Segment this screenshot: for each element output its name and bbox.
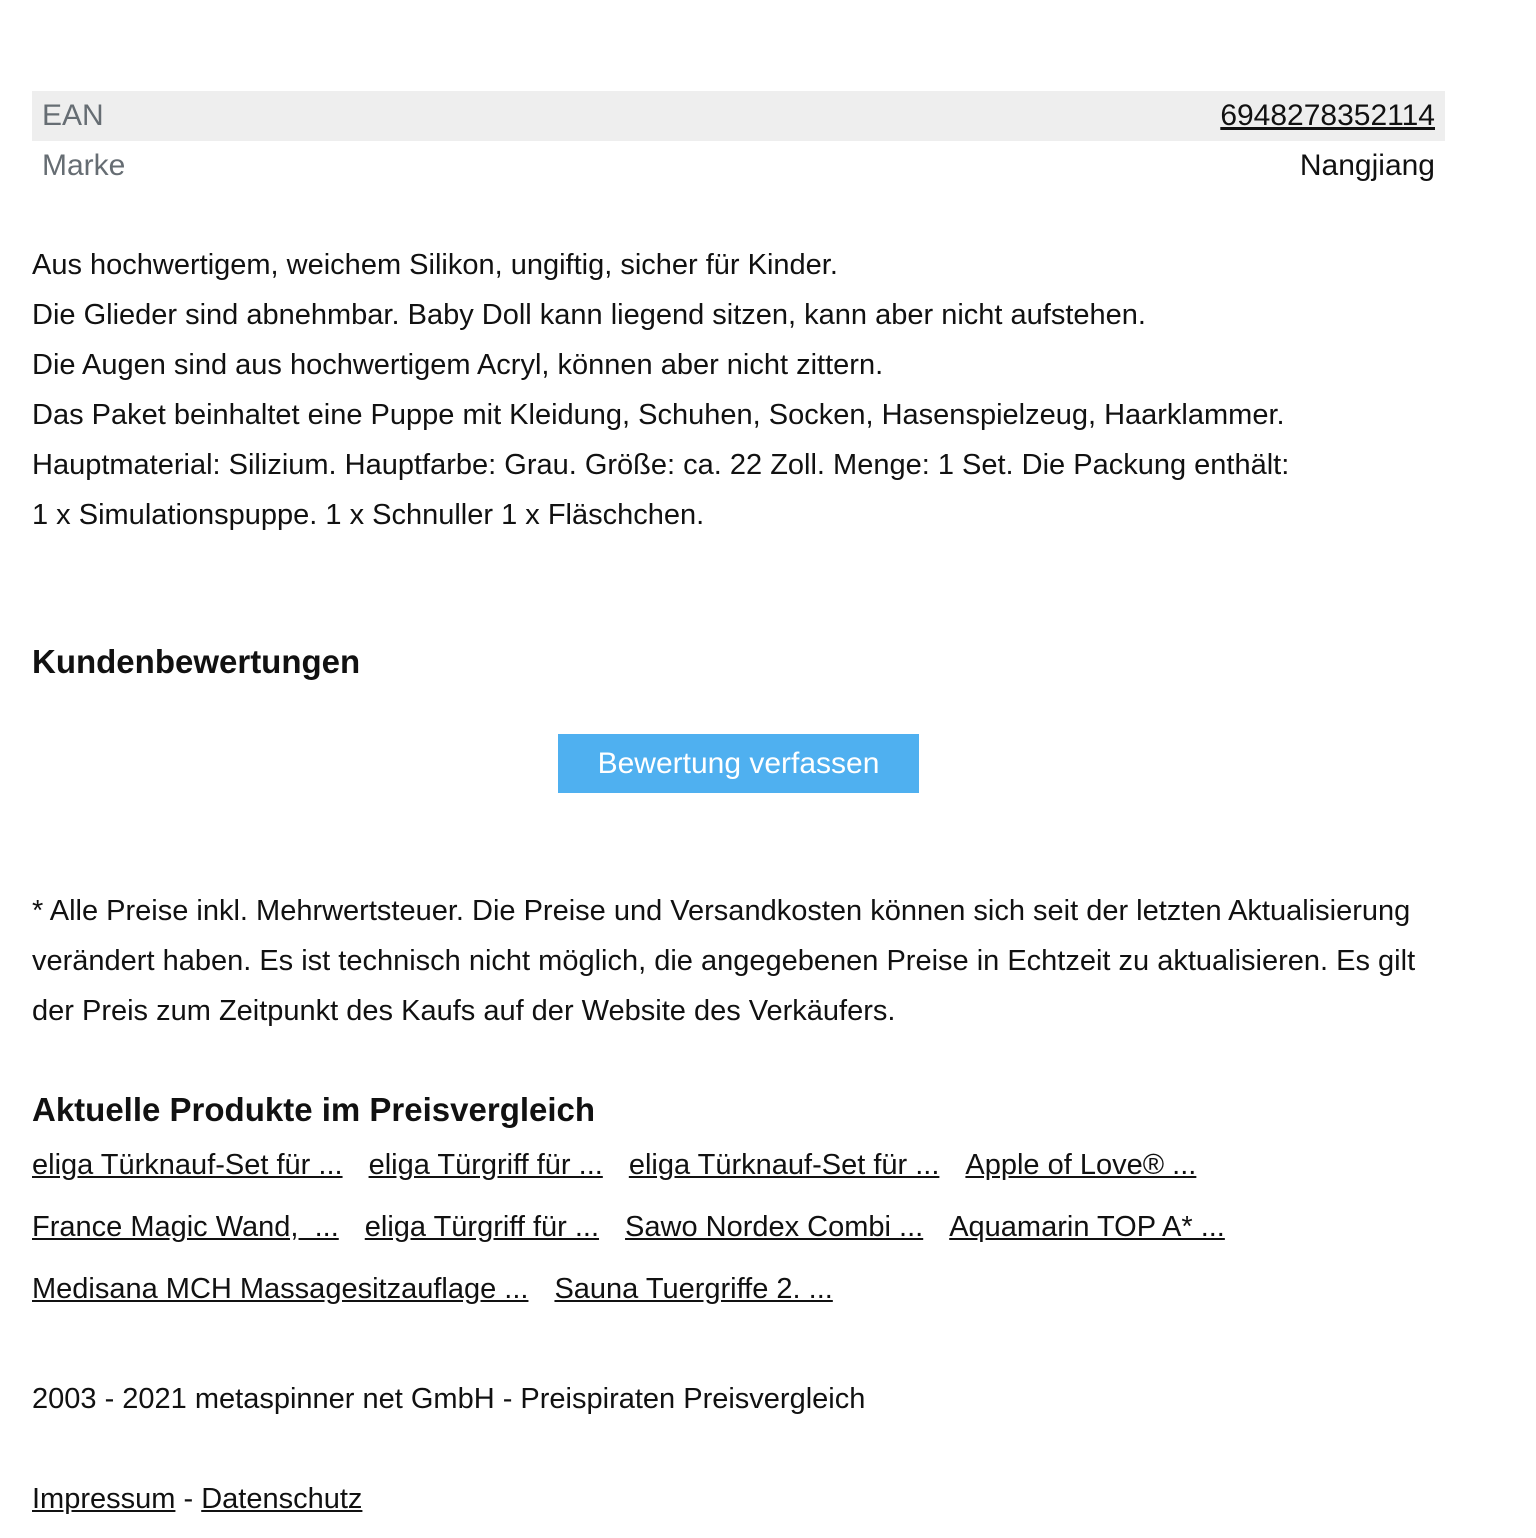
description-line: Aus hochwertigem, weichem Silikon, ungiftig, sicher für Kinder. <box>32 249 838 281</box>
product-link[interactable]: eliga Türknauf-Set für ... <box>628 1149 940 1181</box>
attribute-key-marke: Marke <box>42 149 126 182</box>
footer-links <box>32 1474 362 1524</box>
product-link[interactable]: Medisana MCH Massagesitzauflage ... <box>32 1273 529 1305</box>
attribute-row-marke <box>32 141 1445 191</box>
price-disclaimer: * Alle Preise inkl. Mehrwertsteuer. Die Preise und Versandkosten können sich seit der letzten Aktualisierung verändert haben. Es ist technisch nicht möglich, die angegebenen Preise in Echtzeit zu aktualisieren. Es gilt der Preis zum Zeitpunkt des Kaufs auf der Website des Verkäufers. <box>32 895 1416 1027</box>
product-link[interactable]: Aquamarin TOP A* ... <box>949 1211 1225 1243</box>
product-link[interactable]: eliga Türknauf-Set für ... <box>32 1149 343 1181</box>
product-row <box>32 1264 1445 1326</box>
attribute-value-marke: Nangjiang <box>1299 149 1435 182</box>
description-line: Hauptmaterial: Silizium. Hauptfarbe: Grau. Größe: ca. 22 Zoll. Menge: 1 Set. Die Packung enthält: <box>32 449 1290 481</box>
product-link[interactable]: eliga Türgriff für ... <box>364 1211 600 1243</box>
ean-link[interactable]: 6948278352114 <box>1220 99 1435 132</box>
attribute-row-ean <box>32 91 1445 141</box>
description-line: Die Glieder sind abnehmbar. Baby Doll kann liegend sitzen, kann aber nicht aufstehen. <box>32 299 1146 331</box>
product-link[interactable]: eliga Türgriff für ... <box>368 1149 603 1181</box>
write-review-button[interactable]: Bewertung verfassen <box>558 734 919 793</box>
description-line: Das Paket beinhaltet eine Puppe mit Kleidung, Schuhen, Socken, Hasenspielzeug, Haarklammer. <box>32 399 1285 431</box>
product-links <box>32 1140 1445 1326</box>
datenschutz-link[interactable]: Datenschutz <box>201 1483 363 1515</box>
description-line: 1 x Simulationspuppe. 1 x Schnuller 1 x Fläschchen. <box>32 499 705 531</box>
attribute-table <box>32 91 1445 191</box>
product-row <box>32 1140 1445 1202</box>
product-row <box>32 1202 1445 1264</box>
product-link[interactable]: Sawo Nordex Combi ... <box>625 1211 924 1243</box>
attribute-key-ean: EAN <box>42 99 104 132</box>
footer-separator: - <box>183 1483 194 1515</box>
description-line: Die Augen sind aus hochwertigem Acryl, können aber nicht zittern. <box>32 349 884 381</box>
product-link[interactable]: Sauna Tuergriffe 2. ... <box>554 1273 833 1305</box>
products-heading: Aktuelle Produkte im Preisvergleich <box>32 1091 596 1128</box>
product-description <box>32 240 1445 540</box>
product-link[interactable]: Apple of Love® ... <box>965 1149 1197 1181</box>
impressum-link[interactable]: Impressum <box>32 1483 176 1515</box>
product-link[interactable]: France Magic Wand, ... <box>32 1211 339 1243</box>
footer-copyright: 2003 - 2021 metaspinner net GmbH - Preispiraten Preisvergleich <box>32 1383 866 1415</box>
reviews-heading: Kundenbewertungen <box>32 643 361 680</box>
